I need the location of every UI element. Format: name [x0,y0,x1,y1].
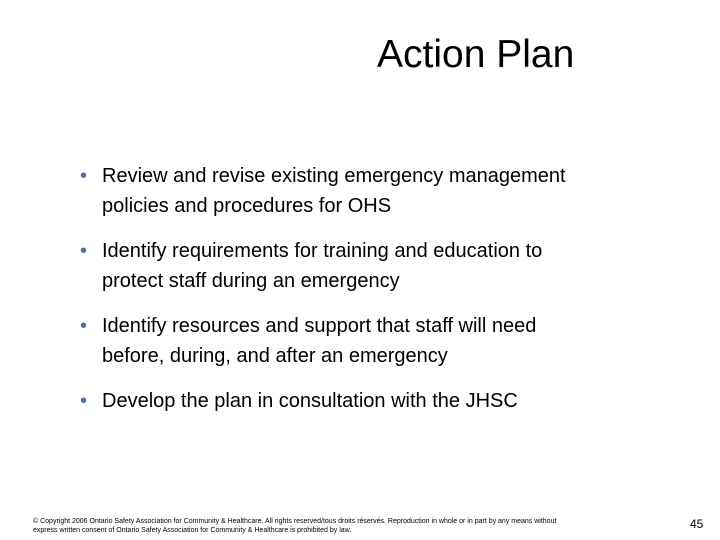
bullet-icon: • [80,240,88,262]
bullet-icon: • [80,390,88,412]
footer-line: © Copyright 2006 Ontario Safety Association for Community & Healthcare. All rights reserved/tous droits réservés. Reproduction in whole or in part by any means without [33,518,557,525]
bullet-icon: • [80,165,88,187]
footer-line: express written consent of Ontario Safety Association for Community & Healthcare is prohibited by law. [33,527,352,534]
bullet-text-line: policies and procedures for OHS [102,195,392,217]
bullet-text-line: Review and revise existing emergency management [102,165,566,187]
bullet-text-line: Develop the plan in consultation with the JHSC [102,390,518,412]
bullet-text-line: Identify resources and support that staff will need [102,315,537,337]
bullet-list [80,161,680,431]
bullet-item [80,386,680,416]
bullet-item [80,236,680,296]
slide-title: Action Plan [377,33,575,76]
bullet-icon: • [80,315,88,337]
bullet-item [80,311,680,371]
bullet-item [80,161,680,221]
bullet-text-line: before, during, and after an emergency [102,345,448,367]
page-number: 45 [690,517,704,531]
copyright-footer [33,517,663,535]
bullet-text-line: Identify requirements for training and education to [102,240,543,262]
bullet-text-line: protect staff during an emergency [102,270,400,292]
